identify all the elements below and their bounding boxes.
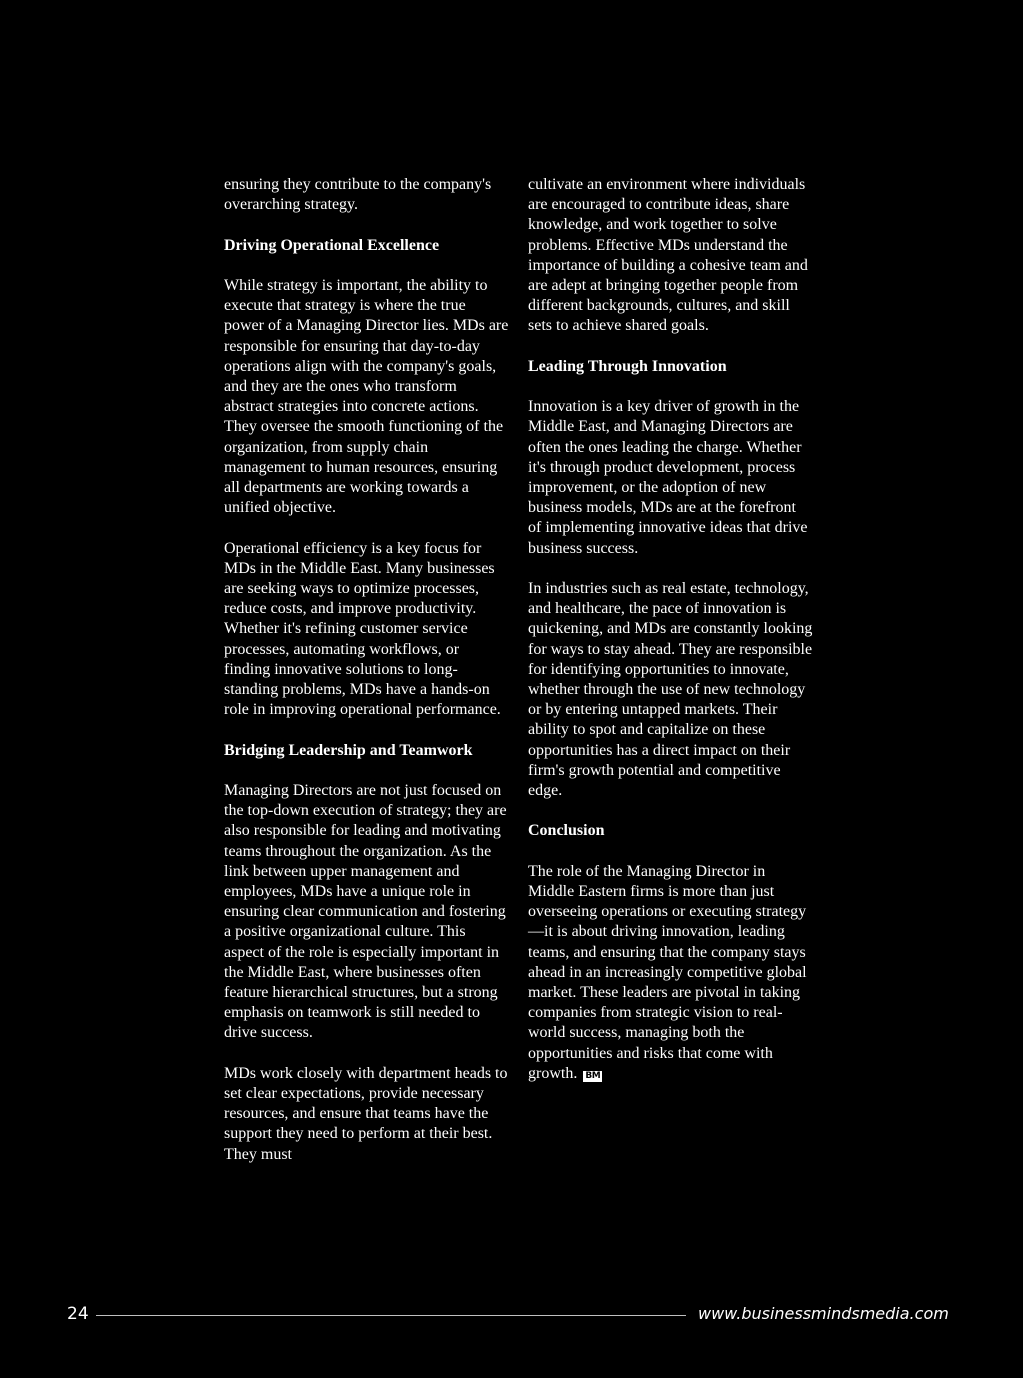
- right-column: [528, 175, 813, 1104]
- footer-divider: [96, 1315, 686, 1316]
- body-paragraph: cultivate an environment where individuals are encouraged to contribute ideas, share knowledge, and work together to solve problems. Effective MDs understand the importance of building a cohesive team and are adept at bringing together people from different backgrounds, cultures, and skill sets to achieve shared goals.: [528, 176, 808, 335]
- end-mark-logo-icon: BM: [585, 1070, 601, 1081]
- body-paragraph: Innovation is a key driver of growth in the Middle East, and Managing Directors are often the ones leading the charge. Whether it's through product development, process improvement, or the adoption of new business models, MDs are at the forefront of implementing innovative ideas that drive business success.: [528, 398, 808, 557]
- section-heading-operational-excellence: Driving Operational Excellence: [224, 236, 440, 254]
- body-paragraph: While strategy is important, the ability to execute that strategy is where the true power of a Managing Director lies. MDs are responsible for ensuring that day-to-day operations align with the company's goals, and they are the ones who transform abstract strategies into concrete actions. They oversee the smooth functioning of the organization, from supply chain management to human resources, ensuring all departments are working towards a unified objective.: [224, 276, 509, 517]
- website-url: www.businessmindsmedia.com: [698, 1304, 949, 1323]
- body-paragraph: MDs work closely with department heads to set clear expectations, provide necessary resources, and ensure that teams have the support they need to perform at their best. They must: [224, 1064, 508, 1163]
- body-paragraph: Managing Directors are not just focused on the top-down execution of strategy; they are also responsible for leading and motivating teams throughout the organization. As the link between upper management and employees, MDs have a unique role in ensuring clear communication and fostering a positive organizational culture. This aspect of the role is especially important in the Middle East, where businesses often feature hierarchical structures, but a strong emphasis on teamwork is still needed to drive success.: [224, 782, 507, 1042]
- section-heading-conclusion: Conclusion: [528, 822, 605, 840]
- section-heading-innovation: Leading Through Innovation: [528, 357, 727, 375]
- page-footer: [0, 1302, 1023, 1330]
- page-number: 24: [67, 1304, 89, 1324]
- body-paragraph: In industries such as real estate, technology, and healthcare, the pace of innovation is quickening, and MDs are constantly looking for ways to stay ahead. They are responsible for identifying opportunities to innovate, whether through the use of new technology or by entering untapped markets. Their ability to spot and capitalize on these opportunities has a direct impact on their firm's growth potential and competitive edge.: [528, 580, 813, 800]
- left-column: [224, 175, 509, 1185]
- section-heading-leadership-teamwork: Bridging Leadership and Teamwork: [224, 741, 473, 759]
- body-paragraph: Operational efficiency is a key focus for MDs in the Middle East. Many businesses are seeking ways to optimize processes, reduce costs, and improve productivity. Whether it's refining customer service processes, automating workflows, or finding innovative solutions to long-standing problems, MDs have a hands-on role in improving operational performance.: [224, 539, 501, 719]
- conclusion-paragraph: [528, 862, 813, 1084]
- body-paragraph: ensuring they contribute to the company's overarching strategy.: [224, 176, 492, 214]
- conclusion-text: The role of the Managing Director in Middle Eastern firms is more than just overseeing operations or executing strategy—it is about driving innovation, leading teams, and ensuring that the company stays ahead in an increasingly competitive global market. These leaders are pivotal in taking companies from strategic vision to real-world success, managing both the opportunities and risks that come with growth.: [528, 862, 807, 1082]
